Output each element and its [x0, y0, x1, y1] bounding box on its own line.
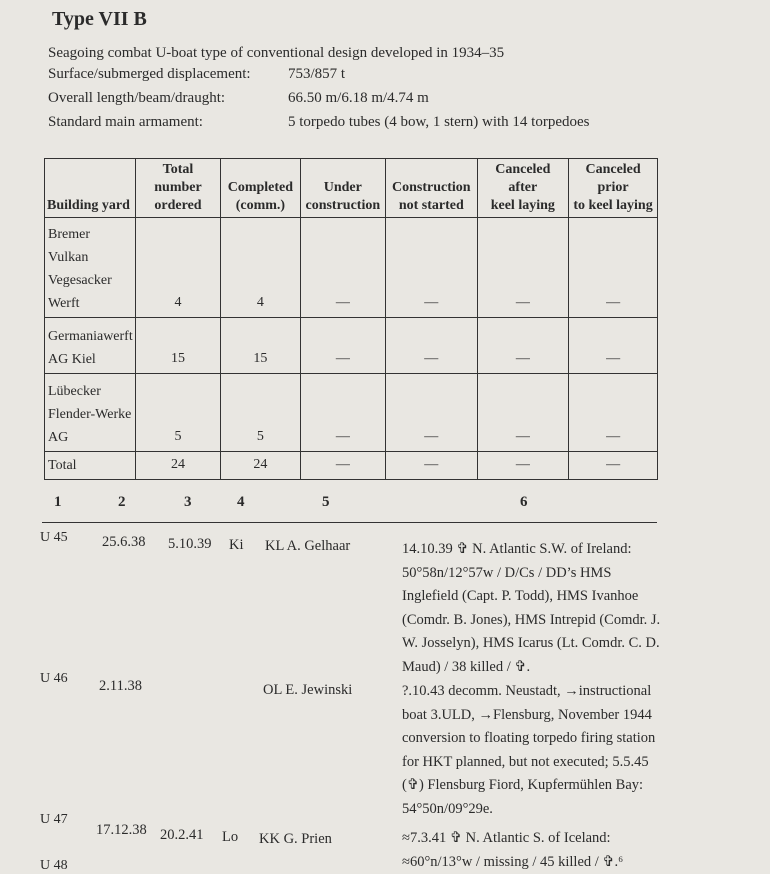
- spec-label: Standard main armament:: [48, 114, 203, 130]
- cell-canceled-after: —: [477, 218, 569, 318]
- header-under-construction: Under construction: [300, 159, 386, 218]
- cell-under: —: [300, 374, 386, 452]
- yard-name: Germaniawerft AG Kiel: [45, 318, 136, 374]
- boat-id: U 47: [40, 812, 68, 827]
- header-canceled-after: Canceled after keel laying: [477, 159, 569, 218]
- cell-ordered: 4: [135, 218, 221, 318]
- cell-canceled-prior: —: [569, 218, 658, 318]
- spec-value: 66.50 m/6.18 m/4.74 m: [288, 90, 429, 106]
- header-not-started: Construction not started: [386, 159, 477, 218]
- yard-name: Bremer Vulkan Vegesacker Werft: [45, 218, 136, 318]
- cell-under: —: [300, 318, 386, 374]
- boat-yard: Ki: [229, 537, 244, 553]
- boat-laid-down: 17.12.38: [96, 822, 147, 838]
- spec-value: 5 torpedo tubes (4 bow, 1 stern) with 14 torpedoes: [288, 114, 590, 130]
- spec-label: Overall length/beam/draught:: [48, 90, 226, 106]
- table-total-row: [45, 452, 658, 480]
- cell-completed: 5: [221, 374, 300, 452]
- cell-ordered: 5: [135, 374, 221, 452]
- yard-name: Lübecker Flender-Werke AG: [45, 374, 136, 452]
- cell-canceled-after: —: [477, 374, 569, 452]
- boat-laid-down: 2.11.38: [99, 678, 142, 694]
- header-total-ordered: Total number ordered: [135, 159, 221, 218]
- cell-canceled-after: —: [477, 318, 569, 374]
- cell-completed: 24: [221, 452, 300, 480]
- cell-completed: 4: [221, 218, 300, 318]
- type-description: Seagoing combat U-boat type of conventional design developed in 1934–35: [48, 45, 505, 61]
- header-building-yard: Building yard: [45, 159, 136, 218]
- column-number-5: 5: [322, 494, 330, 510]
- cell-canceled-prior: —: [569, 452, 658, 480]
- cell-under: —: [300, 452, 386, 480]
- table-row: [45, 218, 658, 318]
- column-number-1: 1: [54, 494, 62, 510]
- cell-canceled-after: —: [477, 452, 569, 480]
- column-number-6: 6: [520, 494, 528, 510]
- boat-id: U 48: [40, 858, 68, 873]
- cell-completed: 15: [221, 318, 300, 374]
- building-yard-table: [44, 158, 658, 480]
- boat-id: U 46: [40, 671, 68, 686]
- column-number-4: 4: [237, 494, 245, 510]
- column-number-2: 2: [118, 494, 126, 510]
- spec-armament: [48, 114, 590, 131]
- spec-value: 753/857 t: [288, 66, 346, 82]
- boat-fate: ≈7.3.41 ✞ N. Atlantic S. of Iceland: ≈60°n/13°w / missing / 45 killed / ✞.⁶: [402, 830, 624, 870]
- spec-dimensions: [48, 90, 429, 107]
- cell-ordered: 15: [135, 318, 221, 374]
- boat-fate: 14.10.39 ✞ N. Atlantic S.W. of Ireland: 50°58n/12°57w / D/Cs / DD’s HMS Inglefield (Capt. P. Todd), HMS Ivanhoe (Comdr. B. Jones), HMS Intrepid (Comdr. J. W. Josselyn), HMS Icarus (Lt. Comdr. C. D. Maud) / 38 killed / ✞.: [402, 541, 661, 675]
- boat-laid-down: 25.6.38: [102, 534, 146, 550]
- boat-commissioned: 5.10.39: [168, 536, 212, 552]
- boat-yard: Lo: [222, 829, 239, 845]
- cell-not-started: —: [386, 452, 477, 480]
- boat-commissioned: 20.2.41: [160, 827, 204, 843]
- boat-id: U 45: [40, 530, 68, 545]
- header-completed: Completed (comm.): [221, 159, 300, 218]
- table-row: [45, 318, 658, 374]
- cell-not-started: —: [386, 318, 477, 374]
- cell-ordered: 24: [135, 452, 221, 480]
- spec-label: Surface/submerged displacement:: [48, 66, 251, 82]
- table-header-row: [45, 159, 658, 218]
- table-row: [45, 374, 658, 452]
- column-number-3: 3: [184, 494, 192, 510]
- cell-canceled-prior: —: [569, 374, 658, 452]
- boat-commander: OL E. Jewinski: [263, 682, 353, 698]
- column-rule: [42, 522, 657, 523]
- spec-displacement: [48, 66, 346, 83]
- cell-under: —: [300, 218, 386, 318]
- page-title: Type VII B: [52, 8, 147, 30]
- cell-canceled-prior: —: [569, 318, 658, 374]
- boat-commander: KL A. Gelhaar: [265, 538, 351, 554]
- cell-not-started: —: [386, 218, 477, 318]
- boat-fate: ?.10.43 decomm. Neustadt, →instructional boat 3.ULD, →Flensburg, November 1944 conversion to floating torpedo firing station for HKT planned, but not executed; 5.5.45 (✞) Flensburg Fiord, Kupfermühlen Bay: 54°50n/09°29e.: [402, 683, 656, 817]
- header-canceled-prior: Canceled prior to keel laying: [569, 159, 658, 218]
- cell-not-started: —: [386, 374, 477, 452]
- boat-commander: KK G. Prien: [259, 831, 332, 847]
- yard-name: Total: [45, 452, 136, 480]
